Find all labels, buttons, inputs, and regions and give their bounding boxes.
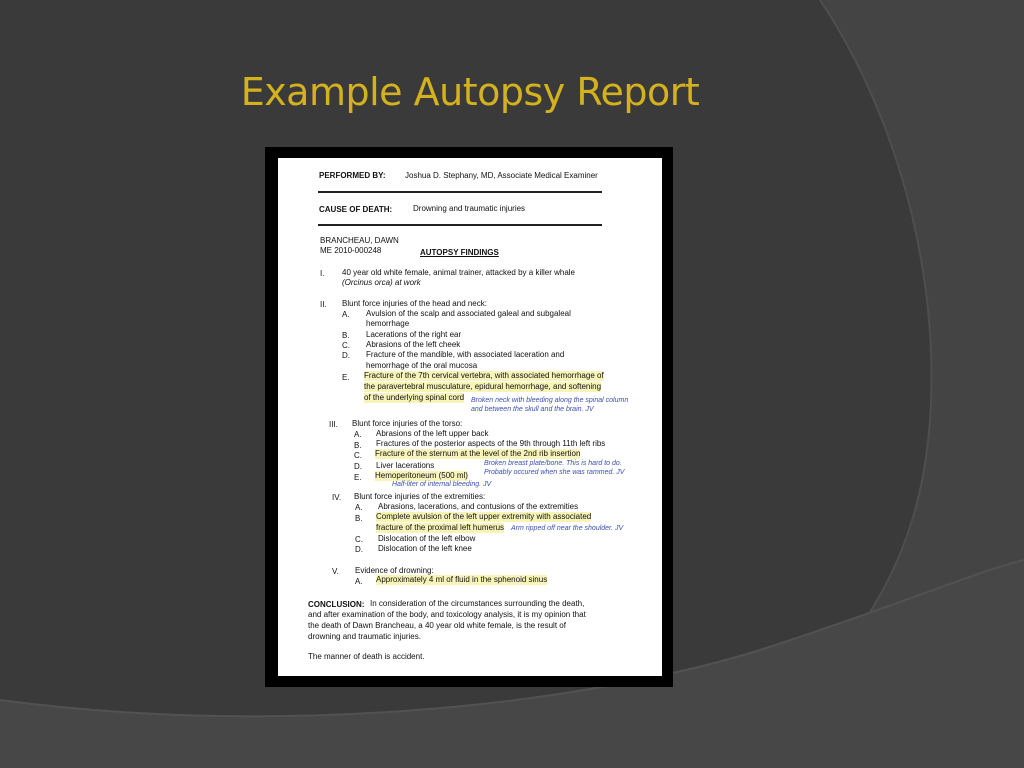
finding-line: Abrasions of the left cheek [366, 340, 461, 349]
finding-line: Abrasions of the left upper back [376, 429, 489, 438]
item-letter: C. [342, 341, 350, 350]
section-title: Blunt force injuries of the torso: [352, 419, 463, 428]
section-title: Blunt force injuries of the extremities: [354, 492, 486, 501]
item-letter: C. [354, 451, 362, 460]
item-letter: C. [355, 535, 363, 544]
highlighted-finding: Complete avulsion of the left upper extremity with associated [376, 512, 592, 521]
section-title: Blunt force injuries of the head and neck: [342, 299, 487, 308]
conclusion-line: drowning and traumatic injuries. [308, 632, 421, 641]
highlighted-finding: Fracture of the sternum at the level of the 2nd rib insertion [375, 449, 581, 458]
section-title: Evidence of drowning: [355, 566, 434, 575]
highlighted-finding: the paravertebral musculature, epidural hemorrhage, and softening [364, 382, 602, 391]
handwritten-annotation: Half-liter of internal bleeding. JV [392, 481, 492, 488]
finding-line: 40 year old white female, animal trainer, attacked by a killer whale [342, 268, 576, 277]
finding-line: Avulsion of the scalp and associated galeal and subgaleal [366, 309, 571, 318]
item-letter: E. [342, 373, 350, 382]
conclusion-line: and after examination of the body, and toxicology analysis, it is my opinion that [308, 610, 586, 619]
conclusion-label: CONCLUSION: [308, 600, 365, 609]
handwritten-annotation: Probably occured when she was rammed. JV [484, 469, 625, 476]
finding-line: hemorrhage [366, 319, 410, 328]
divider [318, 191, 602, 193]
conclusion-line: the death of Dawn Brancheau, a 40 year old white female, is the result of [308, 621, 566, 630]
finding-line: Lacerations of the right ear [366, 330, 462, 339]
highlighted-finding: fracture of the proximal left humerus [376, 523, 505, 532]
section-number: III. [329, 420, 338, 429]
highlighted-finding: Hemoperitoneum (500 ml) [375, 471, 468, 480]
finding-line: (Orcinus orca) at work [342, 278, 421, 287]
item-letter: B. [342, 331, 350, 340]
performed-by-value: Joshua D. Stephany, MD, Associate Medical Examiner [405, 171, 598, 180]
finding-line: Liver lacerations [376, 461, 435, 470]
item-letter: D. [355, 545, 363, 554]
case-name: BRANCHEAU, DAWN [320, 236, 399, 245]
conclusion-line: In consideration of the circumstances surrounding the death, [370, 599, 585, 608]
finding-line: Dislocation of the left knee [378, 544, 472, 553]
handwritten-annotation: Broken neck with bleeding along the spinal column [471, 397, 629, 404]
section-number: I. [320, 269, 325, 278]
handwritten-annotation: and between the skull and the brain. JV [471, 406, 594, 413]
item-letter: A. [355, 577, 363, 586]
finding-line: Fractures of the posterior aspects of the 9th through 11th left ribs [376, 439, 606, 448]
slide-title: Example Autopsy Report [240, 70, 700, 114]
item-letter: A. [355, 503, 363, 512]
findings-heading: AUTOPSY FINDINGS [420, 248, 499, 257]
item-letter: A. [342, 310, 350, 319]
finding-line: Abrasions, lacerations, and contusions of the extremities [378, 502, 579, 511]
finding-line: hemorrhage of the oral mucosa [366, 361, 478, 370]
highlighted-finding: Fracture of the 7th cervical vertebra, with associated hemorrhage of [364, 371, 604, 380]
manner-of-death: The manner of death is accident. [308, 652, 425, 661]
item-letter: A. [354, 430, 362, 439]
section-number: IV. [332, 493, 342, 502]
handwritten-annotation: Broken breast plate/bone. This is hard to do. [484, 460, 622, 467]
item-letter: B. [354, 441, 362, 450]
item-letter: D. [342, 351, 350, 360]
highlighted-finding: of the underlying spinal cord [364, 393, 465, 402]
item-letter: D. [354, 462, 362, 471]
autopsy-report-scan [278, 158, 662, 676]
item-letter: E. [354, 473, 362, 482]
case-number: ME 2010-000248 [320, 246, 382, 255]
item-letter: B. [355, 514, 363, 523]
finding-line: Dislocation of the left elbow [378, 534, 476, 543]
highlighted-finding: Approximately 4 ml of fluid in the sphenoid sinus [376, 575, 548, 584]
cause-of-death-label: CAUSE OF DEATH: [319, 205, 393, 214]
divider [318, 224, 602, 226]
performed-by-label: PERFORMED BY: [319, 171, 386, 180]
handwritten-annotation: Arm ripped off near the shoulder. JV [511, 525, 624, 532]
finding-line: Fracture of the mandible, with associated laceration and [366, 350, 565, 359]
section-number: II. [320, 300, 327, 309]
cause-of-death-value: Drowning and traumatic injuries [413, 204, 526, 213]
section-number: V. [332, 567, 339, 576]
